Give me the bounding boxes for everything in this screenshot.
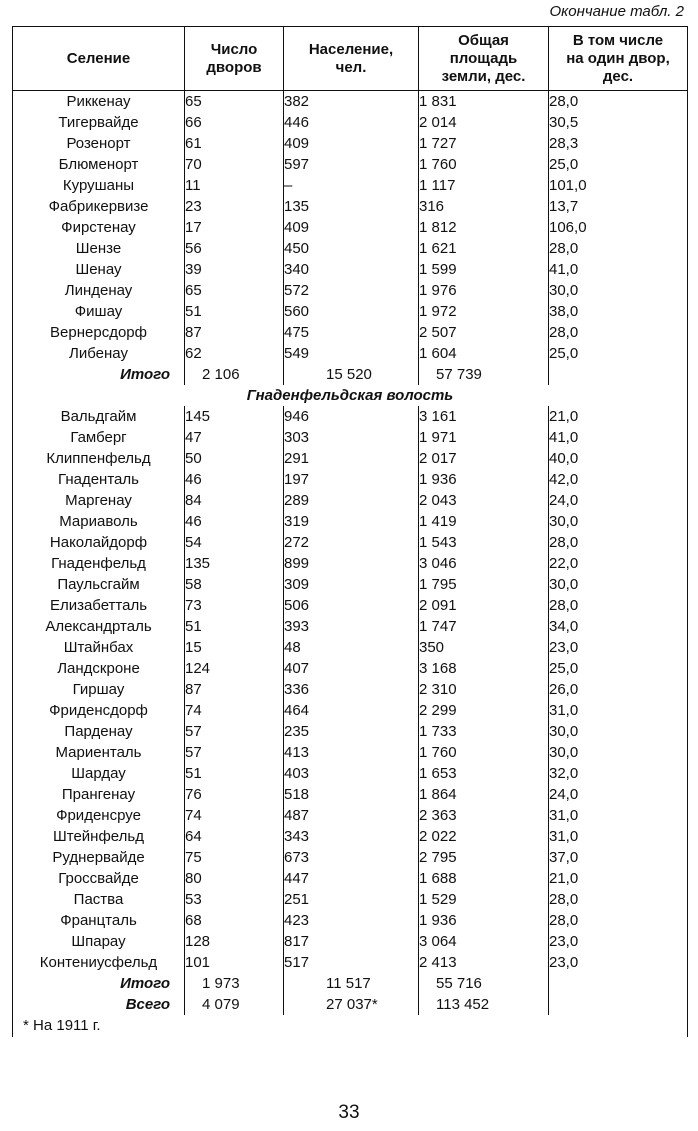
settlements-table	[12, 26, 688, 1037]
table-row	[13, 700, 688, 721]
land-cell: 2 310	[419, 679, 549, 700]
population-cell: 549	[284, 343, 419, 364]
settlement-cell: Вернерсдорф	[13, 322, 185, 343]
table-row	[13, 679, 688, 700]
footnote-row	[13, 1015, 688, 1037]
households-cell: 66	[185, 112, 284, 133]
households-cell: 80	[185, 868, 284, 889]
table-row	[13, 931, 688, 952]
land-per-household-cell: 28,0	[549, 322, 688, 343]
table-row	[13, 910, 688, 931]
settlement-cell: Гиршау	[13, 679, 185, 700]
land-per-household-cell: 30,0	[549, 511, 688, 532]
population-cell: 407	[284, 658, 419, 679]
land-per-household-cell: 30,0	[549, 742, 688, 763]
table-row	[13, 742, 688, 763]
land-cell: 3 064	[419, 931, 549, 952]
households-cell: 51	[185, 763, 284, 784]
households-cell: 58	[185, 574, 284, 595]
households-cell: 65	[185, 280, 284, 301]
households-cell: 46	[185, 469, 284, 490]
land-cell: 1 733	[419, 721, 549, 742]
settlement-cell: Клиппенфельд	[13, 448, 185, 469]
population-cell: 309	[284, 574, 419, 595]
population-cell: 289	[284, 490, 419, 511]
households-cell: 51	[185, 616, 284, 637]
table-row	[13, 847, 688, 868]
land-per-household-cell: 25,0	[549, 154, 688, 175]
settlement-cell: Шенау	[13, 259, 185, 280]
header-population: Население, чел.	[284, 27, 419, 91]
population-cell: 560	[284, 301, 419, 322]
population-cell: 409	[284, 217, 419, 238]
land-per-household-cell: 28,0	[549, 889, 688, 910]
population-cell: 340	[284, 259, 419, 280]
settlement-cell: Тигервайде	[13, 112, 185, 133]
land-per-household-cell	[549, 994, 688, 1015]
land-per-household-cell: 24,0	[549, 784, 688, 805]
land-per-household-cell: 32,0	[549, 763, 688, 784]
land-cell: 1 604	[419, 343, 549, 364]
subtotal-label: Итого	[13, 973, 185, 994]
table-row	[13, 616, 688, 637]
households-cell: 23	[185, 196, 284, 217]
households-cell: 56	[185, 238, 284, 259]
land-cell: 1 936	[419, 469, 549, 490]
households-cell: 64	[185, 826, 284, 847]
table-row	[13, 175, 688, 196]
settlement-cell: Мариенталь	[13, 742, 185, 763]
land-per-household-cell: 41,0	[549, 427, 688, 448]
households-cell: 51	[185, 301, 284, 322]
subtotal-label: Итого	[13, 364, 185, 385]
population-cell: 899	[284, 553, 419, 574]
population-cell: 251	[284, 889, 419, 910]
households-cell: 57	[185, 721, 284, 742]
header-total-land: Общая площадь земли, дес.	[419, 27, 549, 91]
table-row	[13, 763, 688, 784]
population-cell: 413	[284, 742, 419, 763]
settlement-cell: Фриденсдорф	[13, 700, 185, 721]
table-header-row	[13, 27, 688, 91]
land-per-household-cell: 26,0	[549, 679, 688, 700]
population-cell: 446	[284, 112, 419, 133]
households-cell: 53	[185, 889, 284, 910]
households-cell: 61	[185, 133, 284, 154]
land-per-household-cell: 30,0	[549, 280, 688, 301]
population-cell: 235	[284, 721, 419, 742]
settlement-cell: Гроссвайде	[13, 868, 185, 889]
section-title: Гнаденфельдская волость	[13, 385, 688, 406]
land-cell: 2 363	[419, 805, 549, 826]
settlement-cell: Паства	[13, 889, 185, 910]
settlement-cell: Линденау	[13, 280, 185, 301]
land-per-household-cell: 28,0	[549, 532, 688, 553]
land-per-household-cell: 40,0	[549, 448, 688, 469]
land-per-household-cell	[549, 364, 688, 385]
settlement-cell: Фабрикервизе	[13, 196, 185, 217]
land-cell: 1 795	[419, 574, 549, 595]
settlement-cell: Контениусфельд	[13, 952, 185, 973]
households-cell: 57	[185, 742, 284, 763]
table-row	[13, 868, 688, 889]
header-households: Число дворов	[185, 27, 284, 91]
settlement-cell: Штайнбах	[13, 637, 185, 658]
land-per-household-cell: 23,0	[549, 931, 688, 952]
header-land-per-household: В том числе на один двор, дес.	[549, 27, 688, 91]
households-cell: 74	[185, 805, 284, 826]
settlement-cell: Прангенау	[13, 784, 185, 805]
households-cell: 1 973	[185, 973, 284, 994]
land-per-household-cell: 24,0	[549, 490, 688, 511]
table-row	[13, 469, 688, 490]
households-cell: 128	[185, 931, 284, 952]
land-cell: 1 760	[419, 742, 549, 763]
table-row	[13, 133, 688, 154]
table-row	[13, 91, 688, 113]
table-row	[13, 595, 688, 616]
population-cell: 272	[284, 532, 419, 553]
land-cell: 1 747	[419, 616, 549, 637]
settlement-cell: Фишау	[13, 301, 185, 322]
table-row	[13, 490, 688, 511]
land-per-household-cell: 13,7	[549, 196, 688, 217]
households-cell: 17	[185, 217, 284, 238]
table-row	[13, 259, 688, 280]
land-cell: 1 543	[419, 532, 549, 553]
population-cell: 15 520	[284, 364, 419, 385]
population-cell: 817	[284, 931, 419, 952]
land-cell: 3 046	[419, 553, 549, 574]
table-row	[13, 112, 688, 133]
households-cell: 2 106	[185, 364, 284, 385]
land-per-household-cell: 106,0	[549, 217, 688, 238]
households-cell: 87	[185, 322, 284, 343]
land-per-household-cell: 25,0	[549, 658, 688, 679]
settlement-cell: Ландскроне	[13, 658, 185, 679]
settlement-cell: Фирстенау	[13, 217, 185, 238]
table-row	[13, 553, 688, 574]
land-cell: 1 117	[419, 175, 549, 196]
table-row	[13, 343, 688, 364]
land-cell: 1 688	[419, 868, 549, 889]
land-cell: 113 452	[419, 994, 549, 1015]
grand-total-label: Всего	[13, 994, 185, 1015]
land-per-household-cell: 38,0	[549, 301, 688, 322]
land-cell: 316	[419, 196, 549, 217]
households-cell: 39	[185, 259, 284, 280]
population-cell: 403	[284, 763, 419, 784]
households-cell: 15	[185, 637, 284, 658]
population-cell: 27 037*	[284, 994, 419, 1015]
table-row	[13, 658, 688, 679]
households-cell: 74	[185, 700, 284, 721]
land-cell: 3 161	[419, 406, 549, 427]
table-row	[13, 406, 688, 427]
table-row	[13, 196, 688, 217]
population-cell: 197	[284, 469, 419, 490]
households-cell: 76	[185, 784, 284, 805]
households-cell: 84	[185, 490, 284, 511]
population-cell: 597	[284, 154, 419, 175]
land-per-household-cell: 31,0	[549, 805, 688, 826]
land-per-household-cell: 31,0	[549, 700, 688, 721]
population-cell: 506	[284, 595, 419, 616]
settlement-cell: Шензе	[13, 238, 185, 259]
header-settlement: Селение	[13, 27, 185, 91]
population-cell: 409	[284, 133, 419, 154]
population-cell: –	[284, 175, 419, 196]
settlement-cell: Наколайдорф	[13, 532, 185, 553]
land-per-household-cell: 23,0	[549, 952, 688, 973]
land-per-household-cell: 41,0	[549, 259, 688, 280]
land-cell: 2 091	[419, 595, 549, 616]
land-cell: 1 599	[419, 259, 549, 280]
table-row	[13, 637, 688, 658]
land-cell: 3 168	[419, 658, 549, 679]
land-per-household-cell: 22,0	[549, 553, 688, 574]
population-cell: 487	[284, 805, 419, 826]
households-cell: 62	[185, 343, 284, 364]
settlement-cell: Риккенау	[13, 91, 185, 113]
population-cell: 447	[284, 868, 419, 889]
households-cell: 50	[185, 448, 284, 469]
land-per-household-cell: 21,0	[549, 868, 688, 889]
land-cell: 2 507	[419, 322, 549, 343]
table-caption: Окончание табл. 2	[549, 3, 684, 20]
land-cell: 1 864	[419, 784, 549, 805]
land-cell: 1 419	[419, 511, 549, 532]
land-cell: 2 043	[419, 490, 549, 511]
table-row	[13, 280, 688, 301]
households-cell: 11	[185, 175, 284, 196]
land-cell: 2 014	[419, 112, 549, 133]
land-per-household-cell: 37,0	[549, 847, 688, 868]
population-cell: 673	[284, 847, 419, 868]
land-per-household-cell: 30,0	[549, 574, 688, 595]
land-cell: 55 716	[419, 973, 549, 994]
page-number: 33	[338, 1102, 360, 1123]
land-per-household-cell: 25,0	[549, 343, 688, 364]
households-cell: 54	[185, 532, 284, 553]
households-cell: 70	[185, 154, 284, 175]
table-row	[13, 154, 688, 175]
population-cell: 382	[284, 91, 419, 113]
settlement-cell: Францталь	[13, 910, 185, 931]
land-per-household-cell: 28,0	[549, 595, 688, 616]
settlement-cell: Гнаденталь	[13, 469, 185, 490]
settlement-cell: Розенорт	[13, 133, 185, 154]
table-row	[13, 889, 688, 910]
land-per-household-cell: 34,0	[549, 616, 688, 637]
population-cell: 291	[284, 448, 419, 469]
land-per-household-cell: 31,0	[549, 826, 688, 847]
land-per-household-cell: 23,0	[549, 637, 688, 658]
land-per-household-cell: 28,0	[549, 238, 688, 259]
land-cell: 2 413	[419, 952, 549, 973]
population-cell: 11 517	[284, 973, 419, 994]
households-cell: 73	[185, 595, 284, 616]
land-cell: 1 812	[419, 217, 549, 238]
households-cell: 46	[185, 511, 284, 532]
land-per-household-cell: 101,0	[549, 175, 688, 196]
settlement-cell: Александрталь	[13, 616, 185, 637]
land-cell: 1 976	[419, 280, 549, 301]
settlement-cell: Гамберг	[13, 427, 185, 448]
land-cell: 1 727	[419, 133, 549, 154]
land-cell: 2 022	[419, 826, 549, 847]
settlement-cell: Шардау	[13, 763, 185, 784]
table-row	[13, 952, 688, 973]
table-row	[13, 238, 688, 259]
population-cell: 48	[284, 637, 419, 658]
settlement-cell: Шпарау	[13, 931, 185, 952]
population-cell: 517	[284, 952, 419, 973]
land-cell: 1 621	[419, 238, 549, 259]
population-cell: 423	[284, 910, 419, 931]
table-row	[13, 427, 688, 448]
settlement-cell: Курушаны	[13, 175, 185, 196]
households-cell: 75	[185, 847, 284, 868]
households-cell: 124	[185, 658, 284, 679]
settlement-cell: Парденау	[13, 721, 185, 742]
grand-total-row	[13, 994, 688, 1015]
households-cell: 145	[185, 406, 284, 427]
table-row	[13, 826, 688, 847]
settlement-cell: Мариаволь	[13, 511, 185, 532]
land-cell: 350	[419, 637, 549, 658]
settlement-cell: Фриденсруе	[13, 805, 185, 826]
households-cell: 47	[185, 427, 284, 448]
settlement-cell: Гнаденфельд	[13, 553, 185, 574]
population-cell: 464	[284, 700, 419, 721]
land-cell: 2 299	[419, 700, 549, 721]
households-cell: 101	[185, 952, 284, 973]
population-cell: 475	[284, 322, 419, 343]
settlement-cell: Маргенау	[13, 490, 185, 511]
households-cell: 4 079	[185, 994, 284, 1015]
table-row	[13, 322, 688, 343]
land-per-household-cell: 21,0	[549, 406, 688, 427]
land-per-household-cell: 28,0	[549, 910, 688, 931]
land-per-household-cell: 42,0	[549, 469, 688, 490]
population-cell: 319	[284, 511, 419, 532]
table-row	[13, 301, 688, 322]
settlement-cell: Руднервайде	[13, 847, 185, 868]
land-cell: 57 739	[419, 364, 549, 385]
land-cell: 1 831	[419, 91, 549, 113]
settlement-cell: Паульсгайм	[13, 574, 185, 595]
population-cell: 303	[284, 427, 419, 448]
households-cell: 135	[185, 553, 284, 574]
land-cell: 1 529	[419, 889, 549, 910]
subtotal-row	[13, 364, 688, 385]
section-row	[13, 385, 688, 406]
table-row	[13, 805, 688, 826]
table-row	[13, 784, 688, 805]
settlement-cell: Вальдгайм	[13, 406, 185, 427]
land-cell: 2 017	[419, 448, 549, 469]
land-cell: 1 972	[419, 301, 549, 322]
table-row	[13, 574, 688, 595]
table-row	[13, 217, 688, 238]
footnote: * На 1911 г.	[13, 1015, 688, 1037]
table-row	[13, 511, 688, 532]
table-row	[13, 448, 688, 469]
land-per-household-cell: 30,0	[549, 721, 688, 742]
subtotal-row	[13, 973, 688, 994]
land-cell: 1 653	[419, 763, 549, 784]
land-per-household-cell: 30,5	[549, 112, 688, 133]
population-cell: 135	[284, 196, 419, 217]
settlement-cell: Либенау	[13, 343, 185, 364]
population-cell: 336	[284, 679, 419, 700]
land-per-household-cell: 28,3	[549, 133, 688, 154]
population-cell: 572	[284, 280, 419, 301]
land-cell: 1 936	[419, 910, 549, 931]
population-cell: 450	[284, 238, 419, 259]
settlement-cell: Блюменорт	[13, 154, 185, 175]
population-cell: 518	[284, 784, 419, 805]
population-cell: 946	[284, 406, 419, 427]
households-cell: 68	[185, 910, 284, 931]
households-cell: 87	[185, 679, 284, 700]
land-per-household-cell: 28,0	[549, 91, 688, 113]
households-cell: 65	[185, 91, 284, 113]
population-cell: 343	[284, 826, 419, 847]
table-row	[13, 721, 688, 742]
land-cell: 2 795	[419, 847, 549, 868]
land-per-household-cell	[549, 973, 688, 994]
settlement-cell: Елизабетталь	[13, 595, 185, 616]
land-cell: 1 971	[419, 427, 549, 448]
table-row	[13, 532, 688, 553]
settlement-cell: Штейнфельд	[13, 826, 185, 847]
land-cell: 1 760	[419, 154, 549, 175]
population-cell: 393	[284, 616, 419, 637]
